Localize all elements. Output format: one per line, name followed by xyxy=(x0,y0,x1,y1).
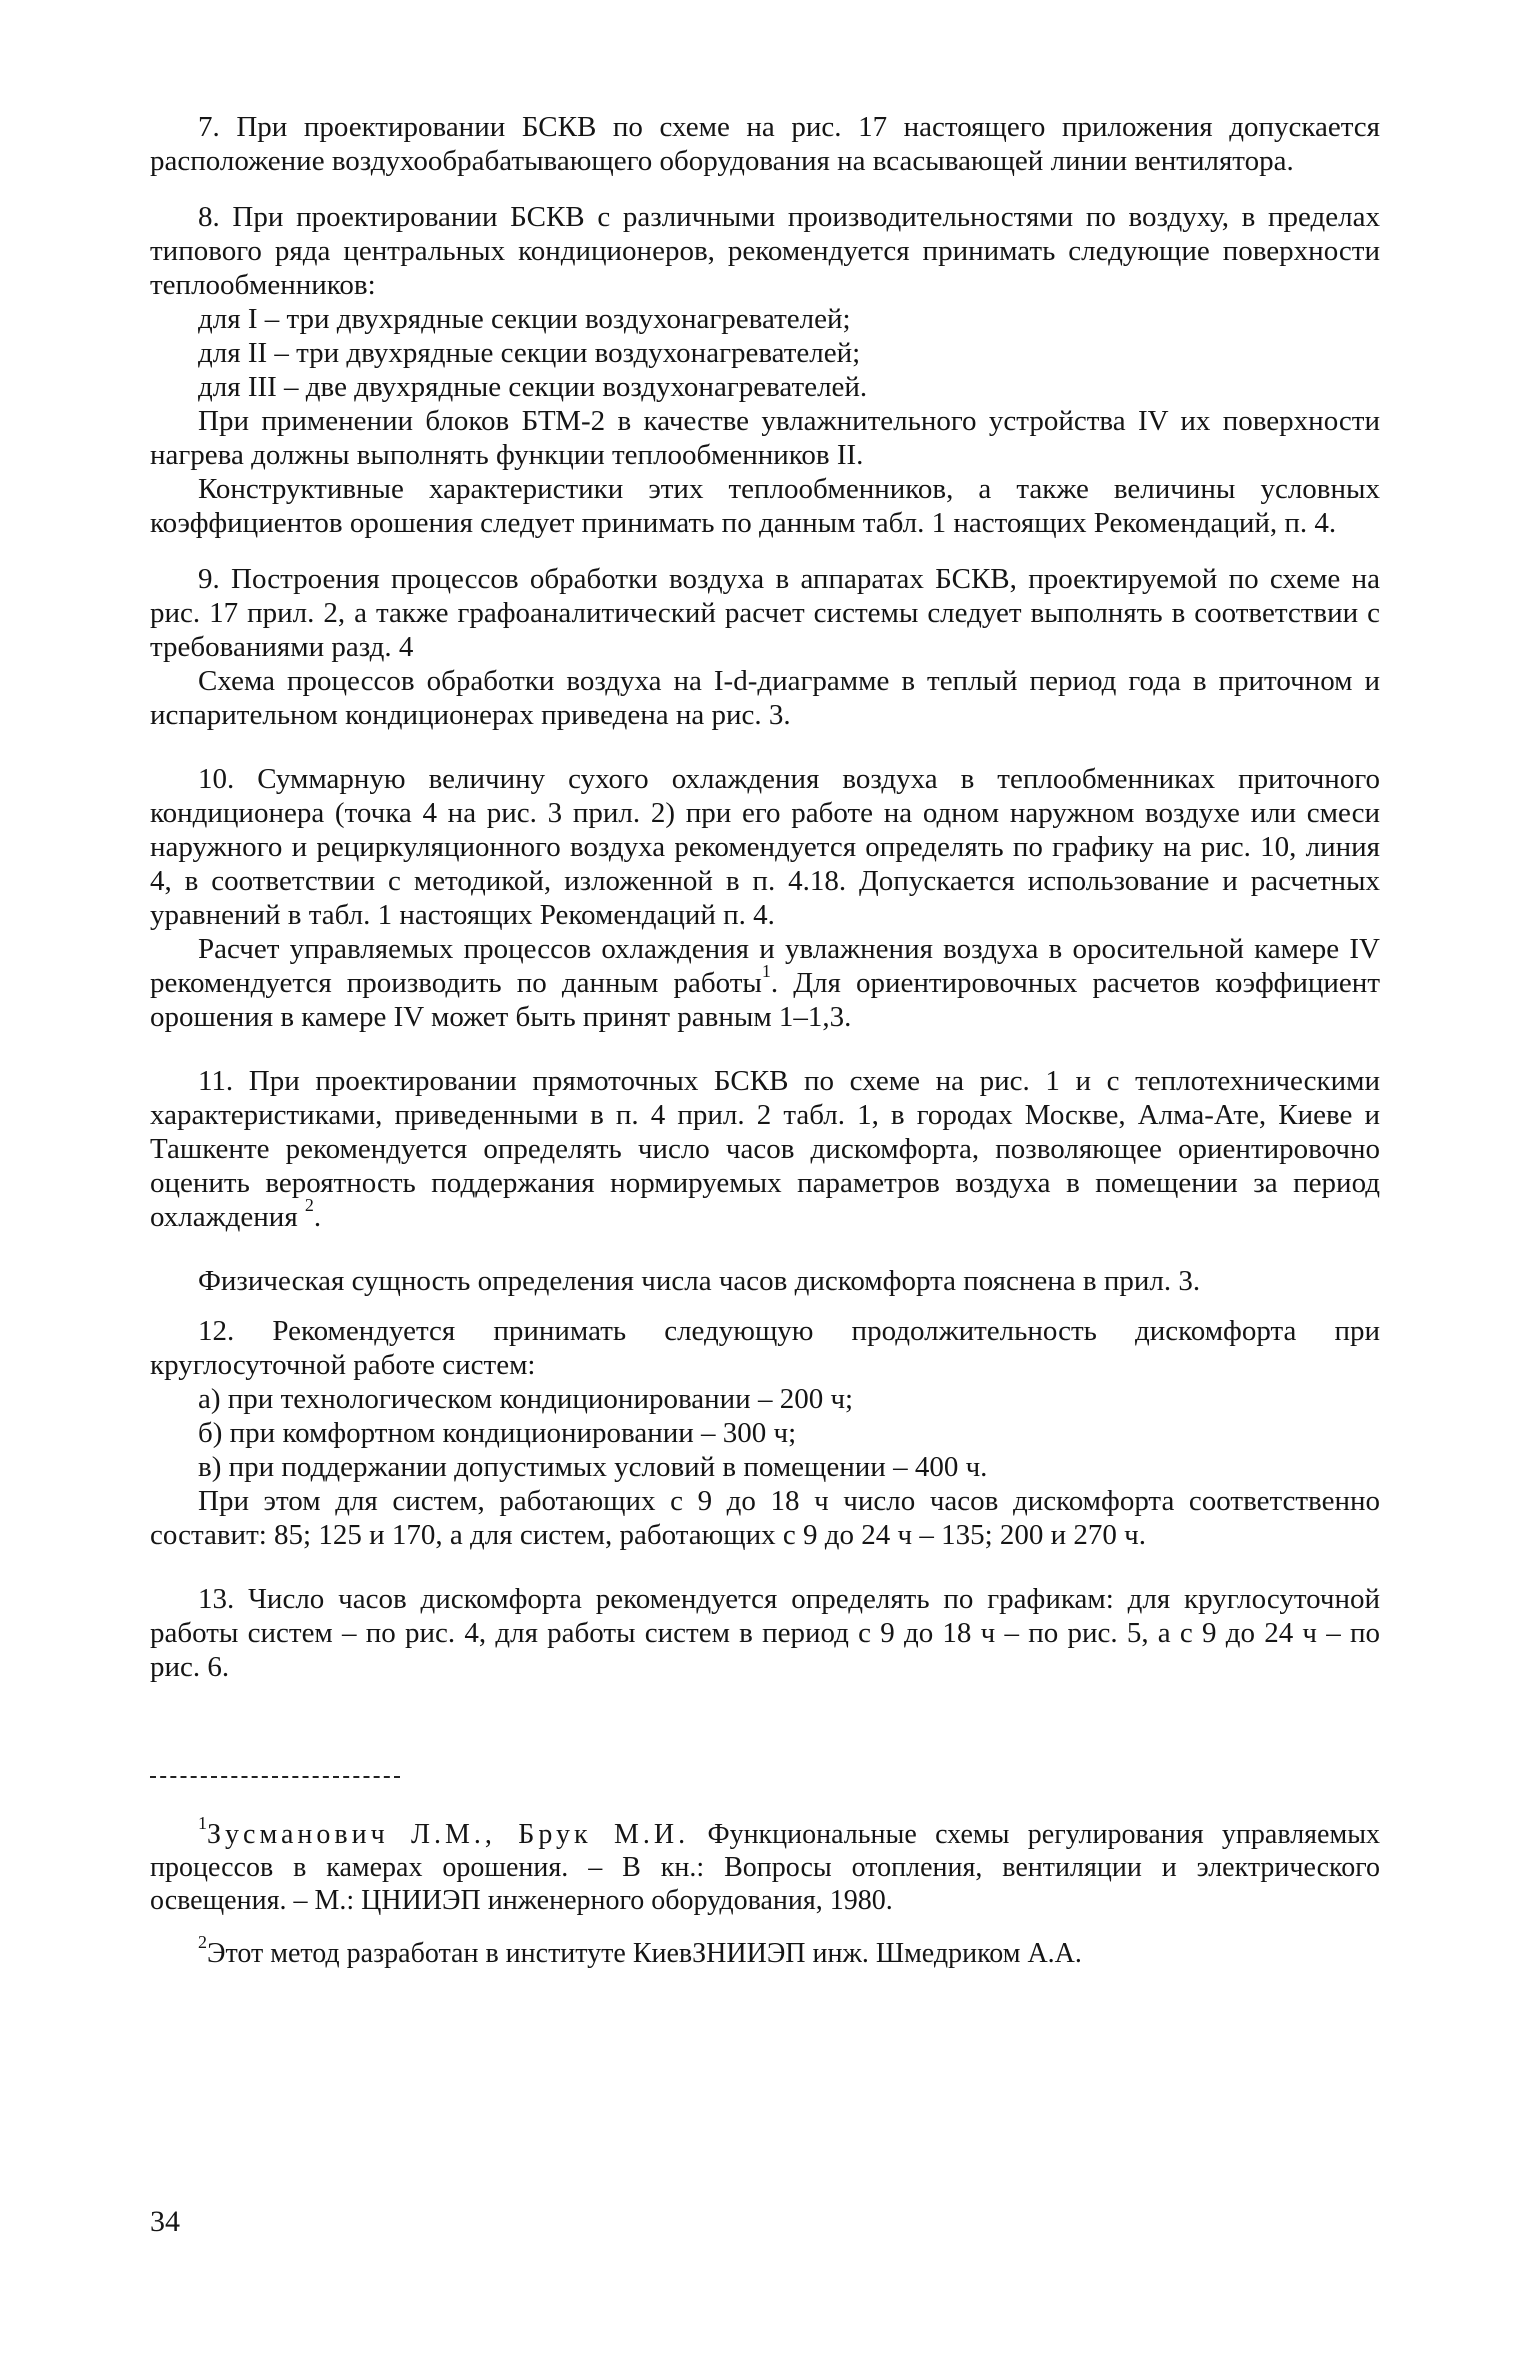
footnote-2-text: Этот метод разработан в институте КиевЗНИИЭП инж. Шмедриком А.А. xyxy=(207,1938,1082,1969)
paragraph-11 xyxy=(150,1064,1380,1234)
list-item: а) при технологическом кондиционировании – 200 ч; xyxy=(198,1383,854,1415)
paragraph-10-calc-tail: . Для ориентировочных расчетов коэффициент орошения в камере IV может быть принят равным 1–1,3. xyxy=(150,967,1380,1033)
footnote-1-text: Функциональные схемы регулирования управляемых процессов в камерах орошения. – В кн.: Вопросы отопления, вентиляции и электрического освещения. – М.: ЦНИИЭП инженерного оборудования, 1980. xyxy=(150,1819,1381,1916)
paragraph-8-constr: Конструктивные характеристики этих теплообменников, а также величины условных коэффициентов орошения следует принимать по данным табл. 1 настоящих Рекомендаций, п. 4. xyxy=(150,473,1380,539)
footnote-1 xyxy=(150,1812,1381,1917)
page-number: 34 xyxy=(150,2205,180,2238)
footnote-1-authors: Зусманович Л.М., Брук М.И. xyxy=(207,1819,690,1850)
paragraph-11-tail: . xyxy=(313,1201,322,1233)
footnote-1-mark: 1 xyxy=(198,1812,207,1833)
paragraph-13: 13. Число часов дискомфорта рекомендуется определять по графикам: для круглосуточной работы систем – по рис. 4, для работы систем в период с 9 до 18 ч – по рис. 5, а с 9 до 24 ч – по рис. 6. xyxy=(150,1583,1380,1683)
list-item: для II – три двухрядные секции воздухонагревателей; xyxy=(198,337,861,369)
paragraph-7: 7. При проектировании БСКВ по схеме на рис. 17 настоящего приложения допускается расположение воздухообрабатывающего оборудования на всасывающей линии вентилятора. xyxy=(150,111,1380,177)
list-item: для III – две двухрядные секции воздухонагревателей. xyxy=(198,371,868,403)
paragraph-11-phys: Физическая сущность определения числа часов дискомфорта пояснена в прил. 3. xyxy=(198,1265,1201,1297)
footnote-divider xyxy=(150,1776,400,1778)
paragraph-9-scheme: Схема процессов обработки воздуха на I-d-диаграмме в теплый период года в приточном и испарительном кондиционерах приведена на рис. 3. xyxy=(150,665,1380,731)
paragraph-8: 8. При проектировании БСКВ с различными производительностями по воздуху, в пределах типового ряда центральных кондиционеров, рекомендуется принимать следующие поверхности теплообменников: xyxy=(150,201,1380,301)
paragraph-11-text: 11. При проектировании прямоточных БСКВ по схеме на рис. 1 и с теплотехническими характеристиками, приведенными в п. 4 прил. 2 табл. 1, в городах Москве, Алма-Ате, Киеве и Ташкенте рекомендуется определять число часов дискомфорта, позволяющее ориентировочно оценить вероятность поддержания нормируемых параметров воздуха в помещении за период охлаждения xyxy=(150,1065,1380,1233)
paragraph-8-btm: При применении блоков БТМ-2 в качестве увлажнительного устройства IV их поверхности нагрева должны выполнять функции теплообменников II. xyxy=(150,405,1380,471)
paragraph-12: 12. Рекомендуется принимать следующую продолжительность дискомфорта при круглосуточной работе систем: xyxy=(150,1315,1380,1381)
paragraph-9: 9. Построения процессов обработки воздуха в аппаратах БСКВ, проектируемой по схеме на рис. 17 прил. 2, а также графоаналитический расчет системы следует выполнять в соответствии с требованиями разд. 4 xyxy=(150,563,1380,663)
paragraph-10-calc xyxy=(150,932,1380,1034)
footnote-ref-1: 1 xyxy=(761,961,771,982)
list-item: б) при комфортном кондиционировании – 300 ч; xyxy=(198,1417,797,1449)
paragraph-10-calc-text: Расчет управляемых процессов охлаждения и увлажнения воздуха в оросительной камере IV рекомендуется производить по данным работы xyxy=(150,933,1380,999)
paragraph-12-tail: При этом для систем, работающих с 9 до 18 ч число часов дискомфорта соответственно составит: 85; 125 и 170, а для систем, работающих с 9 до 24 ч – 135; 200 и 270 ч. xyxy=(150,1485,1380,1551)
paragraph-10: 10. Суммарную величину сухого охлаждения воздуха в теплообменниках приточного кондиционера (точка 4 на рис. 3 прил. 2) при его работе на одном наружном воздухе или смеси наружного и рециркуляционного воздуха рекомендуется определять по графику на рис. 10, линия 4, в соответствии с методикой, изложенной в п. 4.18. Допускается использование и расчетных уравнений в табл. 1 настоящих Рекомендаций п. 4. xyxy=(150,763,1380,931)
footnote-ref-2: 2 xyxy=(304,1195,314,1216)
document-page xyxy=(150,110,1380,1970)
footnote-2 xyxy=(150,1931,1380,1970)
list-item: в) при поддержании допустимых условий в помещении – 400 ч. xyxy=(198,1451,988,1483)
list-item: для I – три двухрядные секции воздухонагревателей; xyxy=(198,303,851,335)
footnote-2-mark: 2 xyxy=(198,1931,207,1952)
